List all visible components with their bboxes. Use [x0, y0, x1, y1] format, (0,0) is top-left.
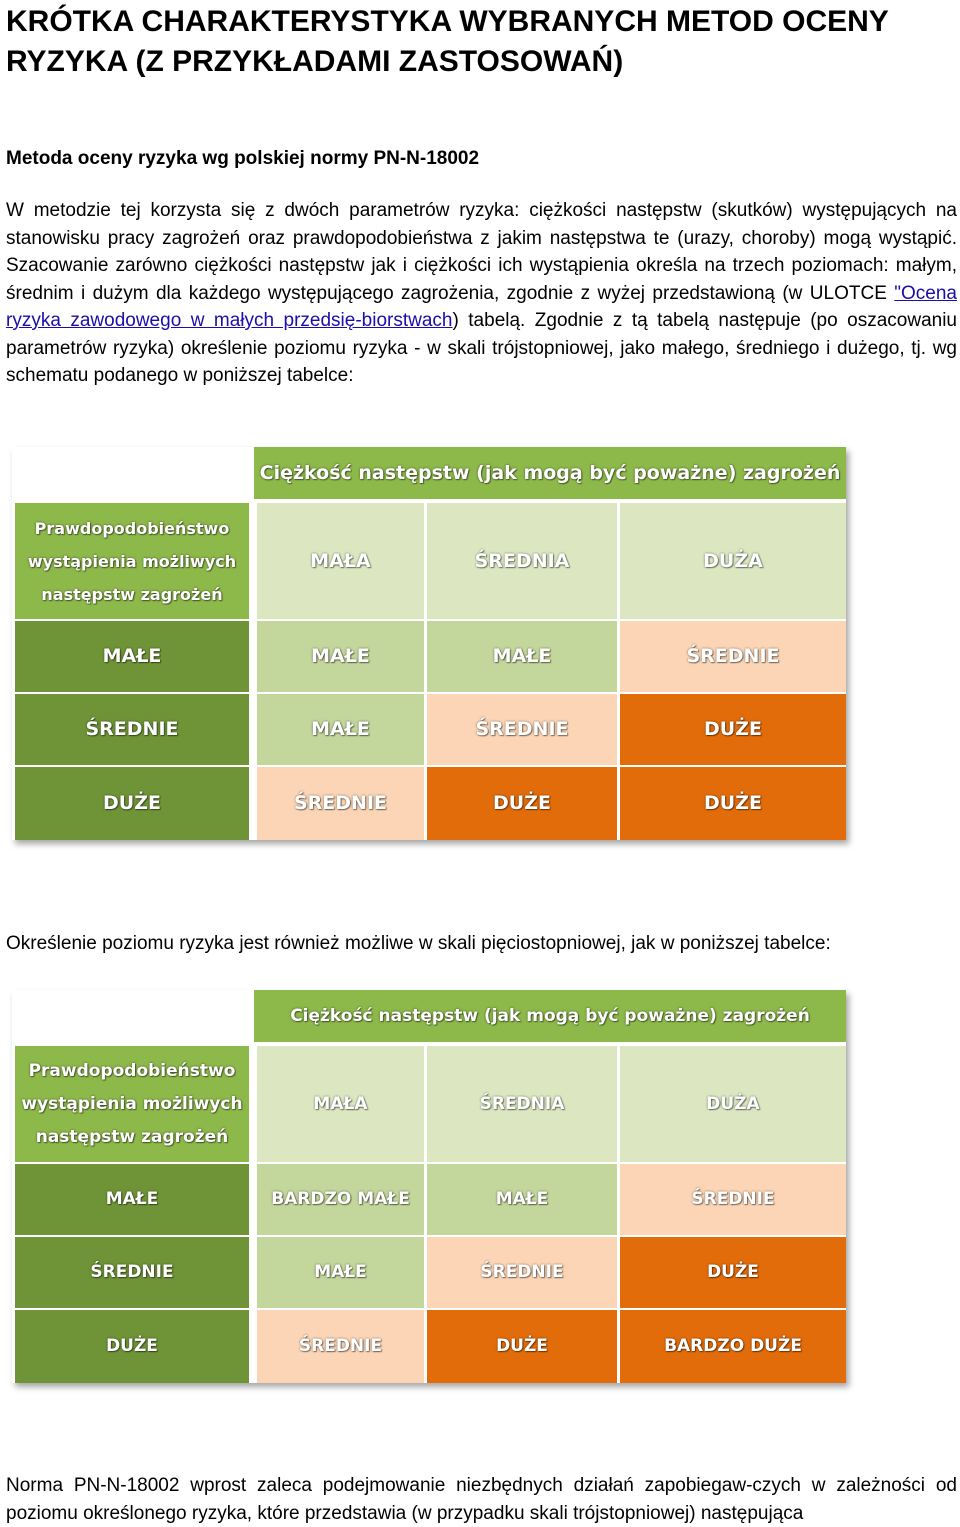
- risk-cell: MAŁE: [427, 1164, 617, 1235]
- intro-text-end: ) tabelą. Zgodnie z tą tabelą następuje (po oszacowaniu parametrów ryzyka) określenie poziomu ryzyka - w skali trójstopniowej, jako małego, średniego i dużego, tj. wg schematu podanego w poniższej tabelce:: [6, 310, 957, 386]
- probability-header-line2: wystąpienia możliwych: [27, 551, 237, 571]
- risk-matrix-five-level: [12, 990, 846, 1383]
- risk-cell: ŚREDNIE: [427, 694, 617, 765]
- probability-header-line1: Prawdopodobieństwo: [34, 518, 230, 538]
- row-header-large: DUŻE: [15, 1310, 249, 1383]
- probability-header-line2: wystąpienia możliwych: [21, 1093, 243, 1114]
- column-header-small: MAŁA: [257, 1046, 424, 1162]
- risk-cell: ŚREDNIE: [620, 1164, 846, 1235]
- probability-header: [15, 1046, 249, 1162]
- severity-header: Ciężkość następstw (jak mogą być poważne) zagrożeń: [254, 990, 846, 1042]
- intro-paragraph: [6, 197, 957, 390]
- row-header-medium: ŚREDNIE: [15, 694, 249, 765]
- row-header-small: MAŁE: [15, 1164, 249, 1235]
- probability-header-line3: następstw zagrożeń: [41, 584, 223, 604]
- risk-cell: BARDZO MAŁE: [257, 1164, 424, 1235]
- risk-cell: ŚREDNIE: [257, 767, 424, 840]
- risk-cell: MAŁE: [257, 1237, 424, 1308]
- risk-cell: MAŁE: [257, 694, 424, 765]
- column-header-small: MAŁA: [257, 503, 424, 619]
- risk-cell: MAŁE: [427, 621, 617, 692]
- row-header-large: DUŻE: [15, 767, 249, 840]
- risk-cell: MAŁE: [257, 621, 424, 692]
- risk-cell: DUŻE: [620, 767, 846, 840]
- page-title: KRÓTKA CHARAKTERYSTYKA WYBRANYCH METOD OCENY RYZYKA (Z PRZYKŁADAMI ZASTOSOWAŃ): [6, 5, 889, 78]
- row-header-small: MAŁE: [15, 621, 249, 692]
- risk-cell: ŚREDNIE: [427, 1237, 617, 1308]
- risk-cell: DUŻE: [427, 1310, 617, 1383]
- risk-cell: ŚREDNIE: [620, 621, 846, 692]
- probability-header-line1: Prawdopodobieństwo: [28, 1060, 236, 1081]
- risk-cell: DUŻE: [427, 767, 617, 840]
- column-header-medium: ŚREDNIA: [427, 503, 617, 619]
- probability-header: [15, 503, 249, 619]
- column-header-large: DUŻA: [620, 503, 846, 619]
- column-header-medium: ŚREDNIA: [427, 1046, 617, 1162]
- intro-text-start: W metodzie tej korzysta się z dwóch parametrów ryzyka: ciężkości następstw (skutków) występujących na stanowisku pracy zagrożeń oraz prawdopodobieństwa z jakim następstwa te (urazy, choroby) mogą wystąpić. Szacowanie zarówno ciężkości następstw jak i ciężkości ich wystąpienia określa na trzech poziomach: małym, średnim i dużym dla każdego występującego zagrożenia, zgodnie z wyżej przedstawioną (w ULOTCE: [6, 200, 957, 304]
- norm-recommendation-paragraph: Norma PN-N-18002 wprost zaleca podejmowanie niezbędnych działań zapobiegaw-czych w zależności od poziomu określonego ryzyka, które przedstawia (w przypadku skali trójstopniowej) następująca: [6, 1475, 957, 1524]
- column-header-large: DUŻA: [620, 1046, 846, 1162]
- risk-matrix-three-level: [12, 447, 846, 840]
- five-level-intro: Określenie poziomu ryzyka jest również możliwe w skali pięciostopniowej, jak w poniższej tabelce:: [6, 933, 831, 954]
- risk-cell: BARDZO DUŻE: [620, 1310, 846, 1383]
- severity-header: Ciężkość następstw (jak mogą być poważne) zagrożeń: [254, 447, 846, 499]
- risk-cell: ŚREDNIE: [257, 1310, 424, 1383]
- section-heading: Metoda oceny ryzyka wg polskiej normy PN-N-18002: [6, 148, 480, 169]
- leaflet-link[interactable]: "Ocena ryzyka zawodowego w małych przedsię-biorstwach: [6, 282, 957, 331]
- risk-cell: DUŻE: [620, 694, 846, 765]
- risk-cell: DUŻE: [620, 1237, 846, 1308]
- blank-corner: [12, 990, 252, 1045]
- probability-header-line3: następstw zagrożeń: [35, 1126, 229, 1147]
- row-header-medium: ŚREDNIE: [15, 1237, 249, 1308]
- blank-corner: [12, 447, 252, 502]
